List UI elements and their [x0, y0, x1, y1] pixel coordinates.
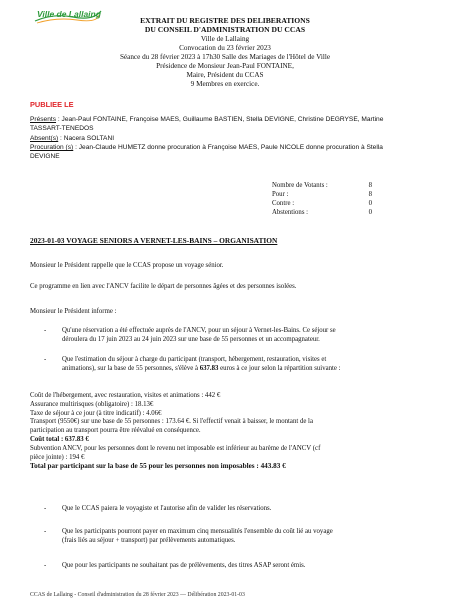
header-presidence: Présidence de Monsieur Jean-Paul FONTAINE,	[156, 62, 294, 70]
cost-breakdown	[30, 392, 425, 471]
cost-transport-1: Transport (9550€) sur une base de 55 personnes : 173.64 €. Si l'effectif venait à baisser, le montant de la	[30, 418, 313, 426]
vote-row: Pour : 8	[272, 191, 372, 199]
procuration-label: Procuration (s)	[30, 144, 74, 151]
header-title-1: EXTRAIT DU REGISTRE DES DELIBERATIONS	[140, 16, 310, 25]
header-membres: 9 Membres en exercice.	[190, 80, 260, 88]
presents-text-1: : Jean-Paul FONTAINE, Françoise MAES, Guillaume BASTIEN, Stella DEVIGNE, Christine DEGRYSE, Martine	[56, 116, 384, 123]
header-town: Ville de Lallaing	[200, 35, 250, 43]
page-footer: CCAS de Lallaing - Conseil d'administration du 28 février 2023 — Délibération 2023-01-03	[30, 592, 245, 598]
document-page: Ville de Lallaing EXTRAIT DU REGISTRE DES DELIBERATIONS DU CONSEIL D'ADMINISTRATION DU CCAS Ville de Lallaing Convocation du 23 février 2023 Séance du 28 février 2023 à 17h30 Salle des Mariages de l'Hôtel de Ville Présidence de Monsieur Jean-Paul FONTAINE, Maire, Président du CCAS 9 Membres en exercice. PUBLIEE LE Présents : Jean-Paul FONTAINE, Françoise MAES, Guillaume BASTIEN, Stella DEVIGNE, Christine DEGRYSE, Martine TASSART-TENEDOS Absent(s) : Nacera SOLTANI Procuration (s) : Jean-Claude HUMETZ donne procuration à Françoise MAES, Paule NICOLE donne procuration à Stella DEVIGNE Nombre de Votants : 8 Pour : 8 Contre : 0 Abstentions : 0 2023-01-03 VOYAGE SENIORS A VERNET-LES-BAINS – ORGANISATION Monsieur le Président rappelle que le CCAS propose un voyage sénior. Ce programme en lien avec l'ANCV facilite le départ de personnes âgées et des personnes isolées. Monsieur le Président informe : - Qu'une réservation a été effectuée auprès de l'ANCV, pour un séjour à Vernet-les-Bains. Ce séjour se déroulera du 17 juin 2023 au 24 juin 2023 sur une base de 55 personnes et un accompagnateur. - Que l'estimation du séjour à charge du participant (transport, hébergement, restauration, visites et animations), sur la base de 55 personnes, s'élève à 637.83 euros à ce jour selon la répartition suivante : Coût de l'hébergement, avec restauration, visites et animations : 442 € Assurance multirisques (obligatoire) : 18.13€ Taxe de séjour à ce jour (à titre indicatif) : 4.06€ Transport (9550€) sur une base de 55 personnes : 173.64 €. Si l'effectif venait à baisser, le montant de la participation au transport pourra être réévalué en conséquence. Coût total : 637.83 € Subvention ANCV, pour les personnes dont le revenu net imposable est inférieur au barème de l'ANCV (cf pièce jointe) : 194 € Total par participant sur la base de 55 pour les personnes non imposables : 443.83 € - Que le CCAS paiera le voyagiste et l'autorise afin de valider les réservations. - Que les participants pourront payer en maximum cinq mensualités l'ensemble du coût lié au voyage (frais liés au séjour + transport) par prélèvements automatiques. - Que pour les participants ne souhaitant pas de prélèvements, des titres ASAP seront émis. CCAS de Lallaing - Conseil d'administration du 28 février 2023 — Délibération 2023-01-03	[0, 0, 450, 600]
presents-line-2: TASSART-TENEDOS	[30, 125, 94, 132]
cost-taxe: Taxe de séjour à ce jour (à titre indicatif) : 4.06€	[30, 409, 162, 417]
logo-text: Ville de Lallaing	[37, 9, 101, 19]
total-participant: Total par participant sur la base de 55 pour les personnes non imposables : 443.83 €	[30, 462, 286, 471]
cost-assurance: Assurance multirisques (obligatoire) : 18.13€	[30, 400, 154, 408]
bullet-dash: -	[44, 528, 47, 535]
bullet-dash: -	[44, 505, 47, 512]
paragraph-intro: Monsieur le Président rappelle que le CCAS propose un voyage sénior.	[30, 262, 224, 269]
cost-transport-2: participation au transport pourra être réévalué en conséquence.	[30, 427, 201, 435]
cost-total: Coût total : 637.83 €	[30, 435, 89, 443]
absents-text: : Nacera SOLTANI	[58, 135, 115, 142]
presents-label: Présents	[30, 116, 57, 123]
section-title: 2023-01-03 VOYAGE SENIORS A VERNET-LES-BAINS – ORGANISATION	[30, 236, 278, 245]
subvention-2: pièce jointe) : 194 €	[30, 453, 85, 461]
bullet-dash: -	[44, 562, 47, 569]
bullet-dash: -	[44, 327, 47, 334]
vote-row: Nombre de Votants : 8	[272, 182, 372, 189]
cost-hebergement: Coût de l'hébergement, avec restauration, visites et animations : 442 €	[30, 392, 221, 399]
paragraph-program: Ce programme en lien avec l'ANCV facilite le départ de personnes âgées et des personnes isolées.	[30, 283, 297, 290]
header-title-2: DU CONSEIL D'ADMINISTRATION DU CCAS	[144, 25, 306, 34]
publiee-le-label: PUBLIEE LE	[30, 100, 74, 109]
subvention-1: Subvention ANCV, pour les personnes dont le revenu net imposable est inférieur au barème de l'ANCV (cf	[30, 444, 321, 452]
header-convocation: Convocation du 23 février 2023	[179, 44, 271, 52]
vote-row: Abstentions : 0	[272, 209, 372, 217]
procuration-line-2: DEVIGNE	[30, 153, 60, 160]
presents-line-1	[30, 116, 383, 125]
votes-table	[272, 181, 372, 217]
paragraph-informe: Monsieur le Président informe :	[30, 308, 117, 315]
bullet-dash: -	[44, 356, 47, 363]
header-maire: Maire, Président du CCAS	[186, 71, 264, 79]
vote-row: Contre : 0	[272, 200, 372, 208]
procuration-line-1	[30, 144, 383, 153]
procuration-text-1: : Jean-Claude HUMETZ donne procuration à Françoise MAES, Paule NICOLE donne procuration à Stella	[73, 144, 383, 151]
absents-line	[30, 135, 114, 144]
absents-label: Absent(s)	[30, 135, 59, 142]
header-seance: Séance du 28 février 2023 à 17h30 Salle des Mariages de l'Hôtel de Ville	[119, 53, 331, 61]
